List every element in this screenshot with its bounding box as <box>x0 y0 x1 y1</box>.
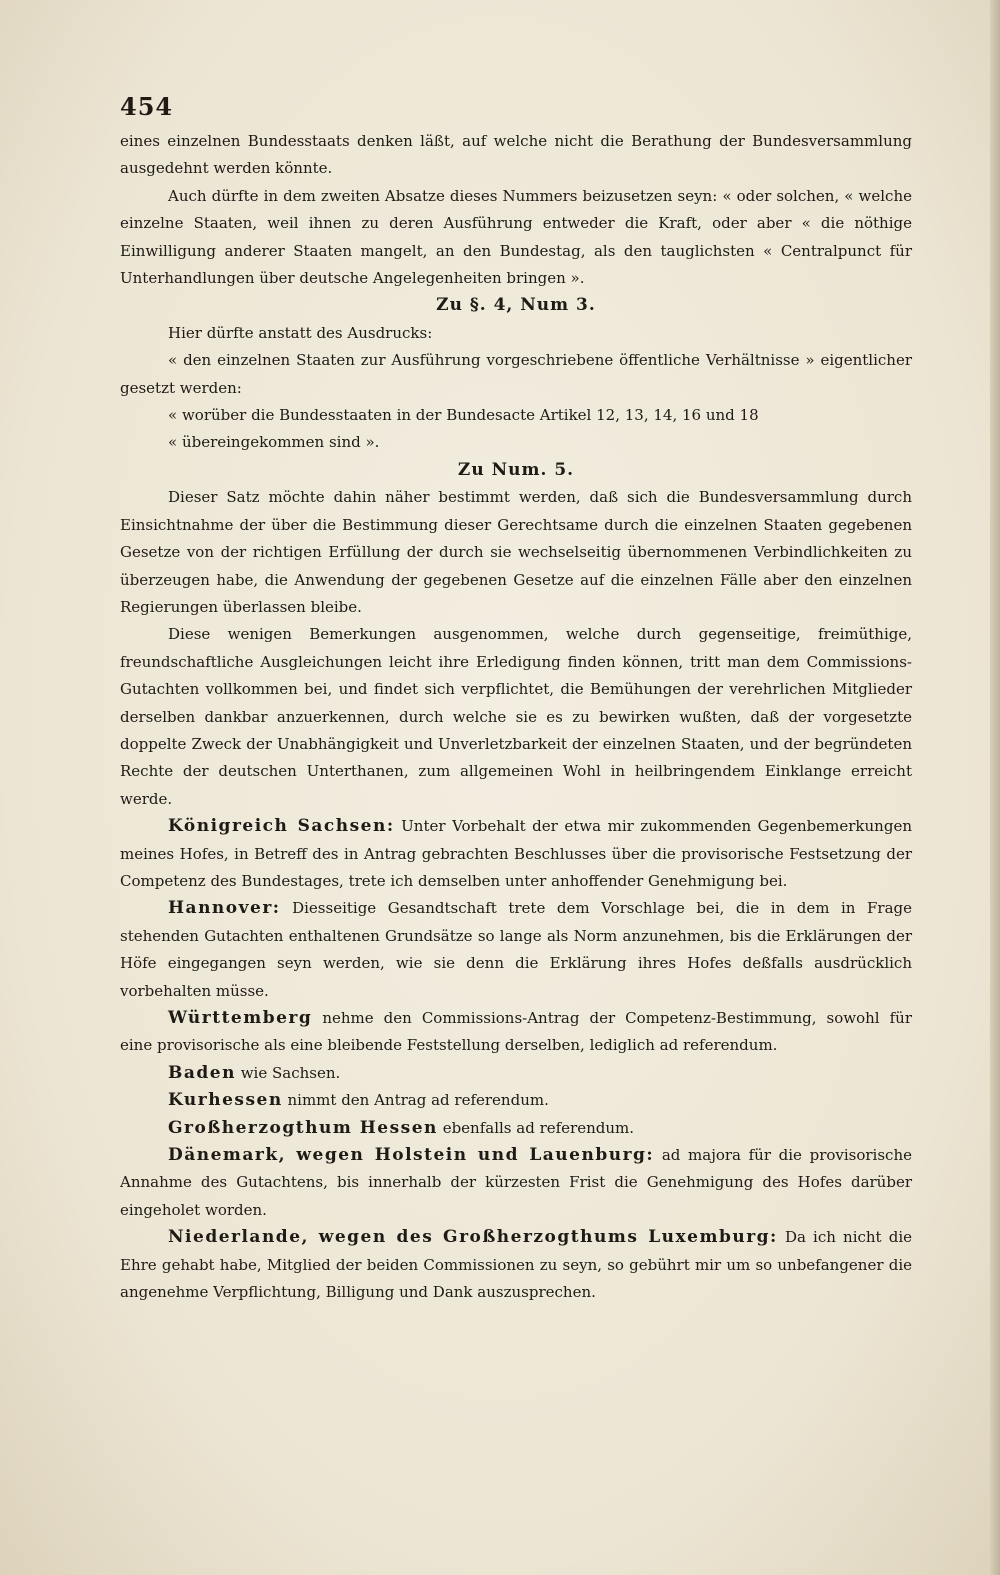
vote-text: Da ich nicht die Ehre gehabt habe, Mitglied der beiden Commissionen zu seyn, so gebührt mir um so unbefangener die angenehme Verpflichtung, Billigung und Dank auszusprechen. <box>120 1228 912 1302</box>
text-body <box>120 128 912 1306</box>
state-name: Württemberg <box>168 1008 313 1028</box>
vote-text: wie Sachsen. <box>235 1063 341 1082</box>
vote-text: Diesseitige Gesandtschaft trete dem Vorschlage bei, die in dem in Frage stehenden Gutachten enthaltenen Grundsätze so lange als Norm anzunehmen, bis die Erklärungen der Höfe eingegangen seyn werden, wie sie denn die Erklärung ihres Hofes deßfalls ausdrücklich vorbehalten müsse. <box>120 899 912 1000</box>
quote-replacement-line2: « übereingekommen sind ». <box>168 433 380 452</box>
state-name: Hannover: <box>168 898 281 919</box>
vote-baden <box>120 1060 912 1087</box>
state-name: Königreich Sachsen: <box>168 816 395 837</box>
vote-denmark <box>120 1142 912 1224</box>
section-heading-num5: Zu Num. 5. <box>457 459 575 480</box>
state-name: Kurhessen <box>168 1090 283 1111</box>
state-name: Baden <box>168 1062 236 1083</box>
page-edge <box>990 0 1000 1575</box>
vote-grand-duchy-hesse <box>120 1115 912 1142</box>
page-number: 454 <box>120 92 174 121</box>
paragraph-continuation: eines einzelnen Bundesstaats denken läßt, auf welche nicht die Berathung der Bundesversammlung ausgedehnt werden könnte. <box>120 132 912 178</box>
section-heading-par4-num3: Zu §. 4, Num 3. <box>436 295 596 316</box>
paragraph-addition: Auch dürfte in dem zweiten Absatze dieses Nummers beizusetzen seyn: « oder solchen, « welche einzelne Staaten, weil ihnen zu deren Ausführung entweder die Kraft, oder aber « die nöthige Einwilligung anderer Staaten mangelt, an den Bundestag, als den tauglichsten « Centralpunct für Unterhandlungen über deutsche Angelegenheiten bringen ». <box>120 186 912 288</box>
vote-text: nehme den Commissions-Antrag der Competenz-Bestimmung, sowohl für eine provisorische als eine bleibende Feststellung derselben, lediglich ad referendum. <box>120 1009 912 1055</box>
vote-kurhessen <box>120 1087 912 1114</box>
vote-text: nimmt den Antrag ad referendum. <box>282 1091 549 1110</box>
quote-original: « den einzelnen Staaten zur Ausführung vorgeschriebene öffentliche Verhältnisse » eigentlicher gesetzt werden: <box>120 351 912 397</box>
vote-saxony <box>120 813 912 895</box>
quote-replacement-line1: « worüber die Bundesstaaten in der Bundesacte Artikel 12, 13, 14, 16 und 18 <box>168 406 759 425</box>
paragraph-conclusion: Diese wenigen Bemerkungen ausgenommen, welche durch gegenseitige, freimüthige, freundschaftliche Ausgleichungen leicht ihre Erledigung finden können, tritt man dem Commissions-Gutachten vollkommen bei, und findet sich verpflichtet, die Bemühungen der verehrlichen Mitglieder derselben dankbar anzuerkennen, durch welche sie es zu bewirken wußten, daß der vorgesetzte doppelte Zweck der Unabhängigkeit und Unverletzbarkeit der einzelnen Staaten, und der begründeten Rechte der deutschen Unterthanen, zum allgemeinen Wohl in heilbringendem Einklange erreicht werde. <box>120 625 912 808</box>
paragraph-num5: Dieser Satz möchte dahin näher bestimmt werden, daß sich die Bundesversammlung durch Einsichtnahme der über die Bestimmung dieser Gerechtsame durch die einzelnen Staaten gegebenen Gesetze von der richtigen Erfüllung der durch sie wechselseitig übernommenen Verbindlichkeiten zu überzeugen habe, die Anwendung der gegebenen Gesetze auf die einzelnen Fälle aber den einzelnen Regierungen überlassen bleibe. <box>120 488 912 616</box>
state-name: Großherzogthum Hessen <box>168 1117 438 1138</box>
vote-hanover <box>120 895 912 1005</box>
vote-text: ebenfalls ad referendum. <box>437 1118 635 1137</box>
paragraph-expression-intro: Hier dürfte anstatt des Ausdrucks: <box>168 323 433 342</box>
vote-text: Unter Vorbehalt der etwa mir zukommenden Gegenbemerkungen meines Hofes, in Betreff des in Antrag gebrachten Beschlusses über die provisorische Festsetzung der Competenz des Bundestages, trete ich demselben unter anhoffender Genehmigung bei. <box>120 817 912 890</box>
state-name: Niederlande, wegen des Großherzogthums Luxemburg: <box>168 1227 778 1248</box>
vote-netherlands <box>120 1224 912 1306</box>
state-name: Dänemark, wegen Holstein und Lauenburg: <box>168 1145 655 1166</box>
vote-text: ad majora für die provisorische Annahme des Gutachtens, bis innerhalb der kürzesten Frist die Genehmigung des Hofes darüber eingeholet worden. <box>120 1146 912 1219</box>
vote-wuerttemberg <box>120 1005 912 1060</box>
